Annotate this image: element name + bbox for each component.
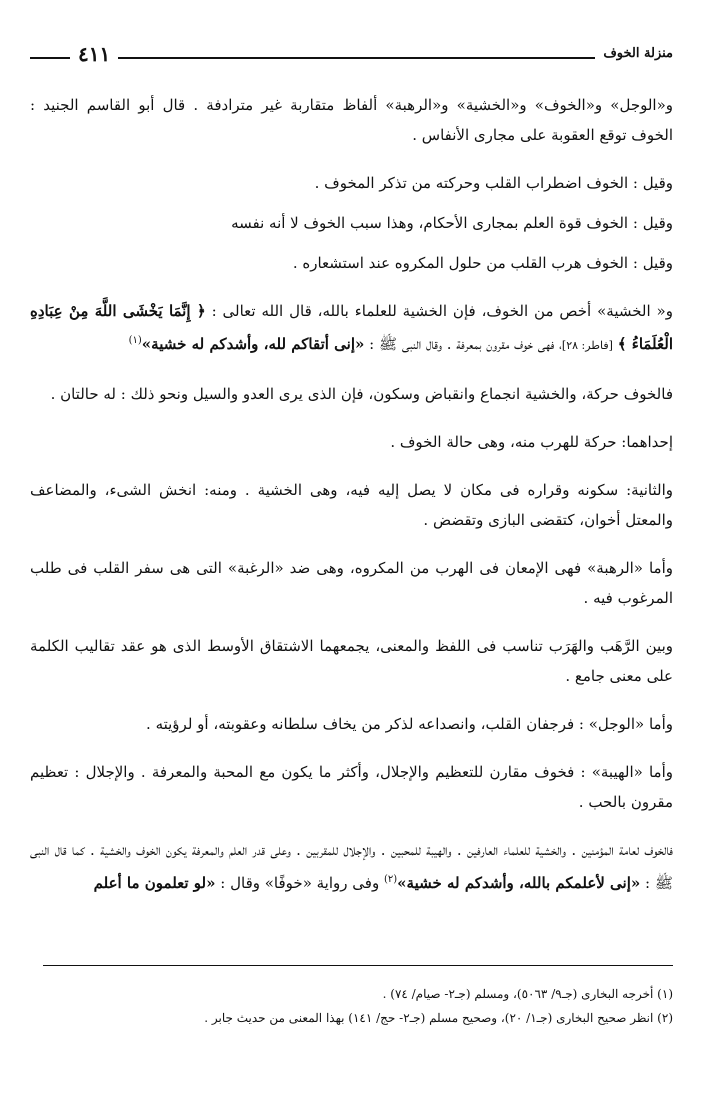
paragraph-7: إحداهما: حركة للهرب منه، وهى حالة الخوف . [390, 433, 673, 451]
paragraph-8: والثانية: سكونه وقراره فى مكان لا يصل إليه فيه، وهى الخشية . ومنه: انخش الشىء، والمضاعف والمعتل أخوان، كتقضى البازى وتقضض . [30, 481, 673, 529]
page-header [30, 44, 673, 70]
hadith-quote-3: «لو تعلمون ما أعلم [93, 874, 216, 892]
footnote-marker-1: (١) [128, 335, 142, 346]
page-number: ٤١١ [70, 42, 118, 66]
paragraph-6: فالخوف حركة، والخشية انجماع وانقباض وسكون، فإن الذى يرى العدو والسيل ونحو ذلك : له حالتان . [50, 385, 673, 403]
paragraph-5 [30, 296, 673, 361]
hadith-quote: «إنى أتقاكم لله، وأشدكم له خشية» [141, 335, 365, 353]
paragraph-13-text-a: فالخوف لعامة المؤمنين . والخشية للعلماء العارفين . والهيبة للمحبين . والإجلال للمقربين . وعلى قدر العلم والمعرفة يكون الخوف والخشية . كما قال النبى ﷺ : [30, 841, 673, 892]
paragraph-11: وأما «الوجل» : فرجفان القلب، وانصداعه لذكر من يخاف سلطانه وعقوبته، أو لرؤيته . [146, 715, 673, 733]
hadith-quote-2: «إنى لأعلمكم بالله، وأشدكم له خشية» [397, 874, 641, 892]
chapter-title: منزلة الخوف [595, 46, 673, 61]
paragraph-4: وقيل : الخوف هرب القلب من حلول المكروه عند استشعاره . [292, 254, 673, 272]
page-body [30, 90, 673, 916]
paragraph-9: وأما «الرهبة» فهى الإمعان فى الهرب من المكروه، وهى ضد «الرغبة» التى هى سفر القلب فى طلب المرغوب فيه . [30, 559, 673, 607]
paragraph-12: وأما «الهيبة» : فخوف مقارن للتعظيم والإجلال، وأكثر ما يكون مع المحبة والمعرفة . والإجلال : تعظيم مقرون بالحب . [30, 763, 673, 811]
paragraph-13-text-b: وفى رواية «خوفًا» وقال : [220, 874, 380, 892]
paragraph-2: وقيل : الخوف اضطراب القلب وحركته من تذكر المخوف . [314, 174, 673, 192]
footnote-separator [43, 965, 673, 966]
paragraph-13 [30, 835, 673, 898]
paragraph-3: وقيل : الخوف قوة العلم بمجارى الأحكام، وهذا سبب الخوف لا أنه نفسه [231, 214, 673, 232]
paragraph-5-text-b: ، فهى خوف مقرون بمعرفة . وقال النبى ﷺ : [369, 335, 562, 353]
quran-verse: ﴿ إِنَّمَا يَخْشَى اللَّهَ مِنْ عِبَادِهِ الْعُلَمَاءُ ﴾ [30, 302, 673, 353]
footnote-1: (١) أخرجه البخارى (جـ٩/ ٥٠٦٣)، ومسلم (جـ٢- صيام/ ٧٤) . [382, 987, 673, 1001]
paragraph-10: وبين الرَّهَب والهَرَب تناسب فى اللفظ والمعنى، يجمعهما الاشتقاق الأوسط الذى هو عقد تقاليب الكلمة على معنى جامع . [30, 637, 673, 685]
paragraph-1: و«الوجل» و«الخوف» و«الخشية» و«الرهبة» ألفاظ متقاربة غير مترادفة . قال أبو القاسم الجنيد : الخوف توقع العقوبة على مجارى الأنفاس . [30, 96, 673, 144]
paragraph-5-text-a: و« الخشية» أخص من الخوف، فإن الخشية للعلماء بالله، قال الله تعالى : [211, 302, 673, 320]
verse-reference: [فاطر: ٢٨] [561, 339, 613, 352]
footnote-2: (٢) انظر صحيح البخارى (جـ١/ ٢٠)، وصحيح مسلم (جـ٢- حج/ ١٤١) بهذا المعنى من حديث جابر . [204, 1011, 673, 1025]
footnote-marker-2: (٢) [383, 874, 398, 885]
header-rule [30, 57, 673, 59]
footnotes [30, 982, 673, 1030]
